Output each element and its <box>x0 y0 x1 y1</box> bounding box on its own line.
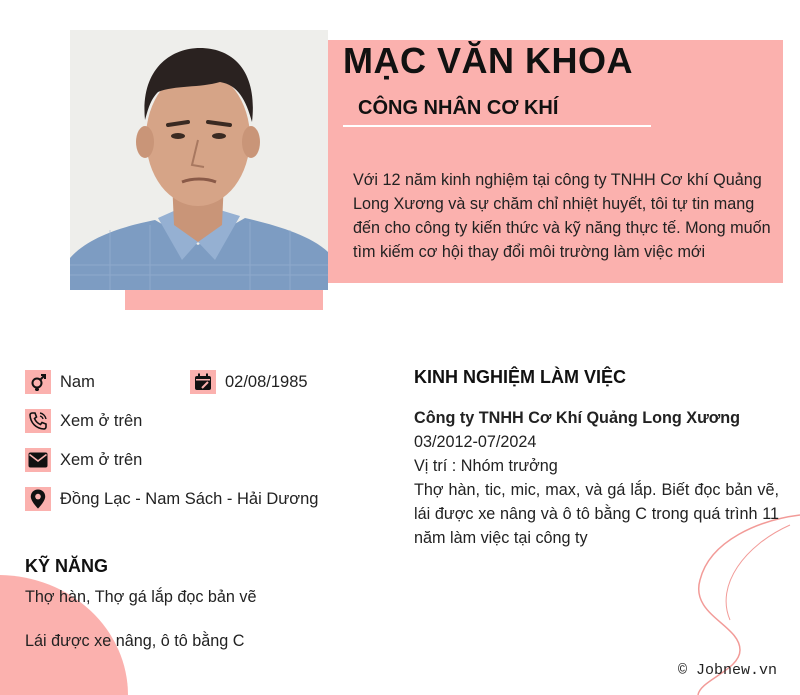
location-icon <box>25 487 51 511</box>
address-value: Đồng Lạc - Nam Sách - Hải Dương <box>60 490 319 508</box>
gender-icon <box>25 370 51 394</box>
gender-value: Nam <box>60 373 95 391</box>
experience-company: Công ty TNHH Cơ Khí Quảng Long Xương <box>414 409 741 427</box>
profile-photo <box>70 30 328 290</box>
email-icon <box>25 448 51 472</box>
experience-period: 03/2012-07/2024 <box>414 433 537 451</box>
job-title: CÔNG NHÂN CƠ KHÍ <box>358 97 559 119</box>
candidate-name: MẠC VĂN KHOA <box>343 40 633 81</box>
footer-watermark: © Jobnew.vn <box>678 662 778 679</box>
experience-heading: KINH NGHIỆM LÀM VIỆC <box>414 367 627 387</box>
experience-position: Vị trí : Nhóm trưởng <box>414 457 558 475</box>
experience-entry <box>414 406 779 550</box>
skill-item: Lái được xe nâng, ô tô bằng C <box>25 632 245 650</box>
photo-accent-bar <box>125 290 323 310</box>
birthdate-value: 02/08/1985 <box>225 373 308 391</box>
skills-heading: KỸ NĂNG <box>25 556 109 576</box>
email-value: Xem ở trên <box>60 451 143 469</box>
title-underline <box>343 125 651 127</box>
career-summary: Với 12 năm kinh nghiệm tại công ty TNHH Cơ khí Quảng Long Xương và sự chăm chỉ nhiệt huyết, tôi tự tin mang đến cho công ty kiến thức và kỹ năng thực tế. Mong muốn tìm kiếm cơ hội thay đổi môi trường làm việc mới <box>353 171 771 261</box>
experience-description: Thợ hàn, tic, mic, max, và gá lắp. Biết đọc bản vẽ, lái được xe nâng và ô tô bằng C trong quá trình 11 năm làm việc tại công ty <box>414 481 779 547</box>
skill-item: Thợ hàn, Thợ gá lắp đọc bản vẽ <box>25 588 257 606</box>
phone-value: Xem ở trên <box>60 412 143 430</box>
calendar-icon <box>190 370 216 394</box>
phone-icon <box>25 409 51 433</box>
skills-list <box>25 588 257 676</box>
